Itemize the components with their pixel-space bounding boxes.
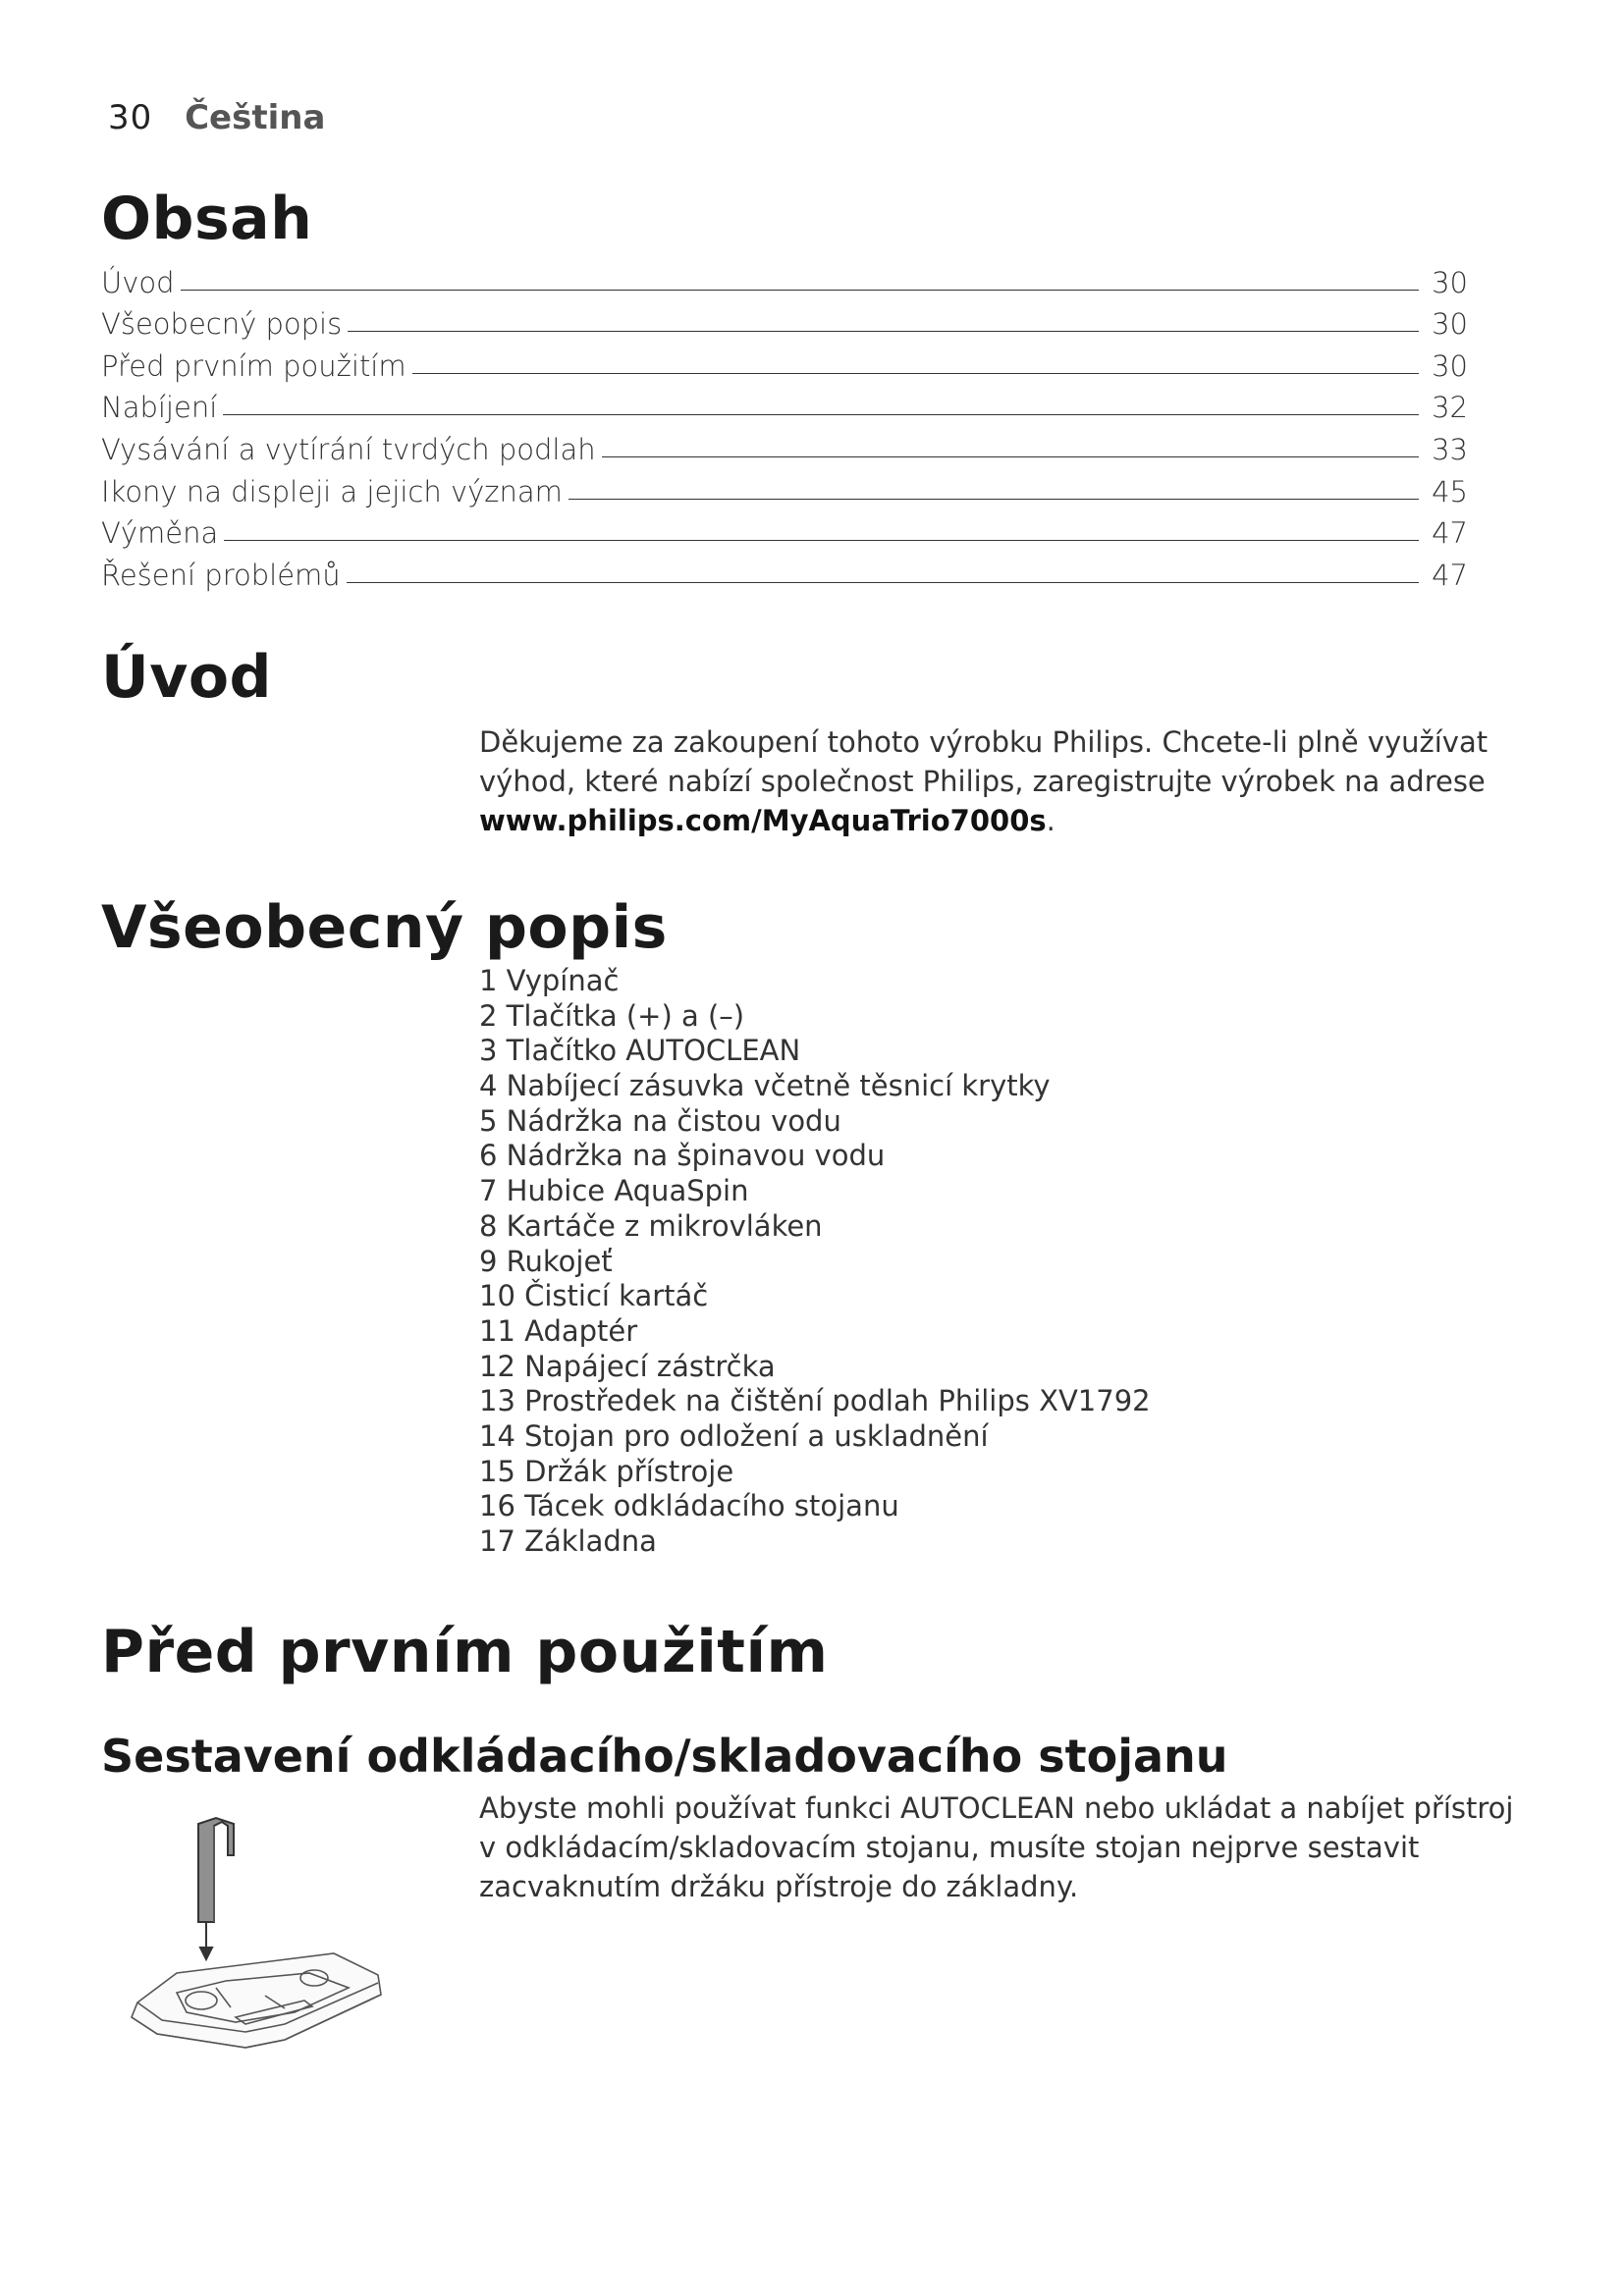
list-item: 9 Rukojeť <box>479 1244 613 1278</box>
toc-entry[interactable]: Řešení problémů 47 <box>101 558 1468 592</box>
registration-link[interactable]: www.philips.com/MyAquaTrio7000s <box>479 804 1047 837</box>
list-item: 1 Vypínač <box>479 964 620 997</box>
toc-entry[interactable]: Všeobecný popis 30 <box>101 307 1468 342</box>
list-item: 10 Čisticí kartáč <box>479 1279 709 1313</box>
toc-entry[interactable]: Ikony na displeji a jejich význam 45 <box>101 474 1468 508</box>
list-item: 14 Stojan pro odložení a uskladnění <box>479 1418 989 1453</box>
list-item: 17 Základna <box>479 1524 657 1558</box>
list-item: 2 Tlačítka (+) a (–) <box>479 998 745 1033</box>
list-item: 3 Tlačítko AUTOCLEAN <box>479 1034 801 1068</box>
stand-assembly-illustration <box>118 1816 412 2081</box>
list-item: 16 Tácek odkládacího stojanu <box>479 1489 899 1523</box>
list-item: 7 Hubice AquaSpin <box>479 1174 749 1208</box>
intro-title: Úvod <box>101 643 273 712</box>
list-item: 12 Napájecí zástrčka <box>479 1349 776 1383</box>
intro-paragraph: Děkujeme za zakoupení tohoto výrobku Philips. Chcete-li plně využívat výhod, které nabízí společnost Philips, zaregistrujte výrobek na adrese www.philips.com/MyAquaTrio7000s. <box>479 725 1489 837</box>
toc-entry[interactable]: Nabíjení 32 <box>101 391 1468 425</box>
list-item: 8 Kartáče z mikrovláken <box>479 1208 823 1243</box>
before-first-use-title: Před prvním použitím <box>101 1618 829 1686</box>
list-item: 11 Adaptér <box>479 1313 638 1348</box>
list-item: 4 Nabíjecí zásuvka včetně těsnicí krytky <box>479 1069 1051 1103</box>
assembly-subtitle: Sestavení odkládacího/skladovacího stojanu <box>101 1730 1228 1783</box>
page-number: 30 <box>108 98 153 137</box>
page-header <box>108 98 325 137</box>
assembly-paragraph: Abyste mohli používat funkci AUTOCLEAN nebo ukládat a nabíjet přístroj v odkládacím/skladovacím stojanu, musíte stojan nejprve sestavit zacvaknutím držáku přístroje do základny. <box>479 1791 1514 1903</box>
parts-list <box>479 964 1151 1560</box>
list-item: 6 Nádržka na špinavou vodu <box>479 1139 886 1173</box>
holder-shape <box>198 1818 234 1922</box>
language-label: Čeština <box>185 98 326 137</box>
table-of-contents <box>101 257 1468 592</box>
toc-title: Obsah <box>101 185 313 253</box>
base-shape <box>132 1953 381 2048</box>
toc-entry[interactable]: Výměna 47 <box>101 516 1468 551</box>
intro-text: Děkujeme za zakoupení tohoto výrobku Philips. Chcete-li plně využívat výhod, které nabízí společnost Philips, zaregistrujte výrobek na adrese <box>479 725 1489 798</box>
toc-entry[interactable]: Úvod 30 <box>101 265 1468 299</box>
down-arrow-icon <box>200 1922 212 1959</box>
toc-entry[interactable]: Před prvním použitím 30 <box>101 348 1468 383</box>
list-item: 13 Prostředek na čištění podlah Philips XV1792 <box>479 1384 1151 1418</box>
list-item: 15 Držák přístroje <box>479 1454 734 1488</box>
list-item: 5 Nádržka na čistou vodu <box>479 1103 841 1138</box>
toc-entry[interactable]: Vysávání a vytírání tvrdých podlah 33 <box>101 432 1468 466</box>
general-description-title: Všeobecný popis <box>101 893 668 962</box>
